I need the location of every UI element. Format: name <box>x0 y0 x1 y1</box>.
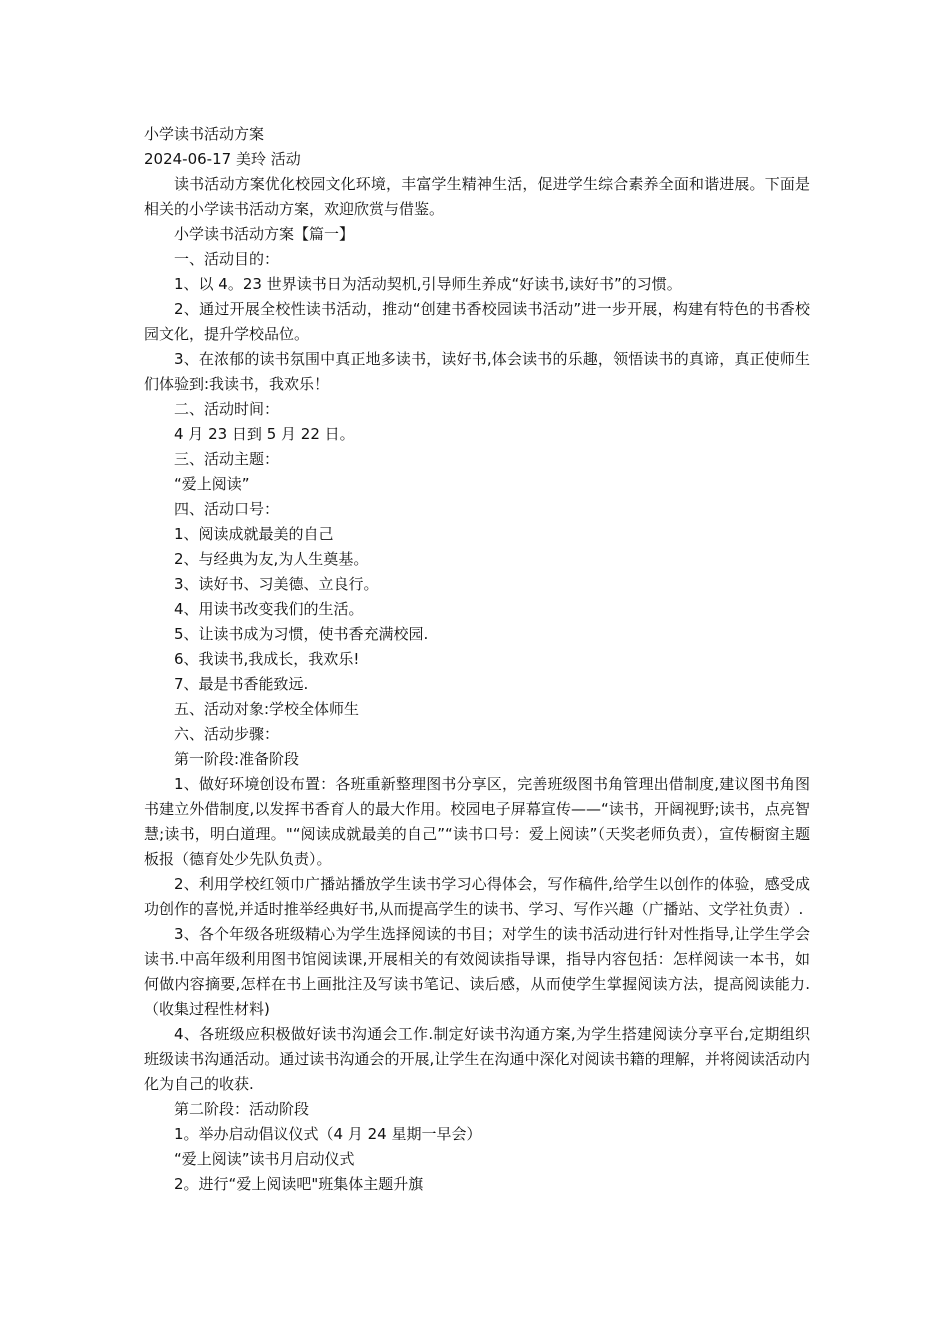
slogan-item: 7、最是书香能致远. <box>174 675 309 693</box>
intro-paragraph: 读书活动方案优化校园文化环境，丰富学生精神生活，促进学生综合素养全面和谐进展。下面是相关的小学读书活动方案，欢迎欣赏与借鉴。 <box>144 175 810 218</box>
heading-theme: 三、活动主题： <box>174 450 280 468</box>
purpose-item-1: 1、以 4。23 世界读书日为活动契机,引导师生养成“好读书,读好书”的习惯。 <box>174 275 682 293</box>
activity-theme: “爱上阅读” <box>174 475 250 493</box>
slogan-item: 5、让读书成为习惯，使书香充满校园. <box>174 625 429 643</box>
purpose-item-2: 2、通过开展全校性读书活动，推动“创建书香校园读书活动”进一步开展，构建有特色的书香校园文化，提升学校品位。 <box>144 300 810 343</box>
heading-steps: 六、活动步骤： <box>174 725 280 743</box>
heading-audience: 五、活动对象:学校全体师生 <box>174 700 360 718</box>
slogan-item: 3、读好书、习美德、立良行。 <box>174 575 379 593</box>
step-item-3: 3、各个年级各班级精心为学生选择阅读的书目；对学生的读书活动进行针对性指导,让学生学会读书.中高年级利用图书馆阅读课,开展相关的有效阅读指导课，指导内容包括：怎样阅读一本书，如何做内容摘要,怎样在书上画批注及写读书笔记、读后感，从而使学生掌握阅读方法，提高阅读能力.（收集过程性材料) <box>144 925 810 1018</box>
slogan-item: 6、我读书,我成长，我欢乐! <box>174 650 360 668</box>
activity-time: 4 月 23 日到 5 月 22 日。 <box>174 425 355 443</box>
slogan-item: 4、用读书改变我们的生活。 <box>174 600 364 618</box>
activity-item-1-subtitle: “爱上阅读”读书月启动仪式 <box>174 1150 355 1168</box>
slogan-item: 1、阅读成就最美的自己 <box>174 525 334 543</box>
heading-slogans: 四、活动口号： <box>174 500 280 518</box>
step-item-2: 2、利用学校红领巾广播站播放学生读书学习心得体会，写作稿件,给学生以创作的体验，感受成功创作的喜悦,并适时推举经典好书,从而提高学生的读书、学习、写作兴趣（广播站、文学社负责）. <box>144 875 810 918</box>
heading-purpose: 一、活动目的： <box>174 250 280 268</box>
doc-meta: 2024-06-17 美玲 活动 <box>144 150 301 168</box>
heading-time: 二、活动时间： <box>174 400 280 418</box>
step-item-4: 4、各班级应积极做好读书沟通会工作.制定好读书沟通方案,为学生搭建阅读分享平台,定期组织班级读书沟通活动。通过读书沟通会的开展,让学生在沟通中深化对阅读书籍的理解，并将阅读活动内化为自己的收获. <box>144 1025 810 1093</box>
activity-item-1: 1。举办启动倡议仪式（4 月 24 星期一早会） <box>174 1125 482 1143</box>
section-title: 小学读书活动方案【篇一】 <box>174 225 355 243</box>
activity-item-2: 2。进行“爱上阅读吧"班集体主题升旗 <box>174 1175 424 1193</box>
doc-title: 小学读书活动方案 <box>144 125 265 143</box>
slogan-item: 2、与经典为友,为人生奠基。 <box>174 550 369 568</box>
stage-2-title: 第二阶段：活动阶段 <box>174 1100 310 1118</box>
stage-1-title: 第一阶段:准备阶段 <box>174 750 300 768</box>
step-item-1: 1、做好环境创设布置：各班重新整理图书分享区，完善班级图书角管理出借制度,建议图书角图书建立外借制度,以发挥书香育人的最大作用。校园电子屏幕宣传——“读书，开阔视野;读书，点亮智慧;读书，明白道理。"“阅读成就最美的自己”“读书口号：爱上阅读”（天奖老师负责），宣传橱窗主题板报（德育处少先队负责）。 <box>144 775 810 868</box>
document-body <box>144 122 810 1197</box>
purpose-item-3: 3、在浓郁的读书氛围中真正地多读书，读好书,体会读书的乐趣，领悟读书的真谛，真正使师生们体验到:我读书，我欢乐！ <box>144 350 810 393</box>
